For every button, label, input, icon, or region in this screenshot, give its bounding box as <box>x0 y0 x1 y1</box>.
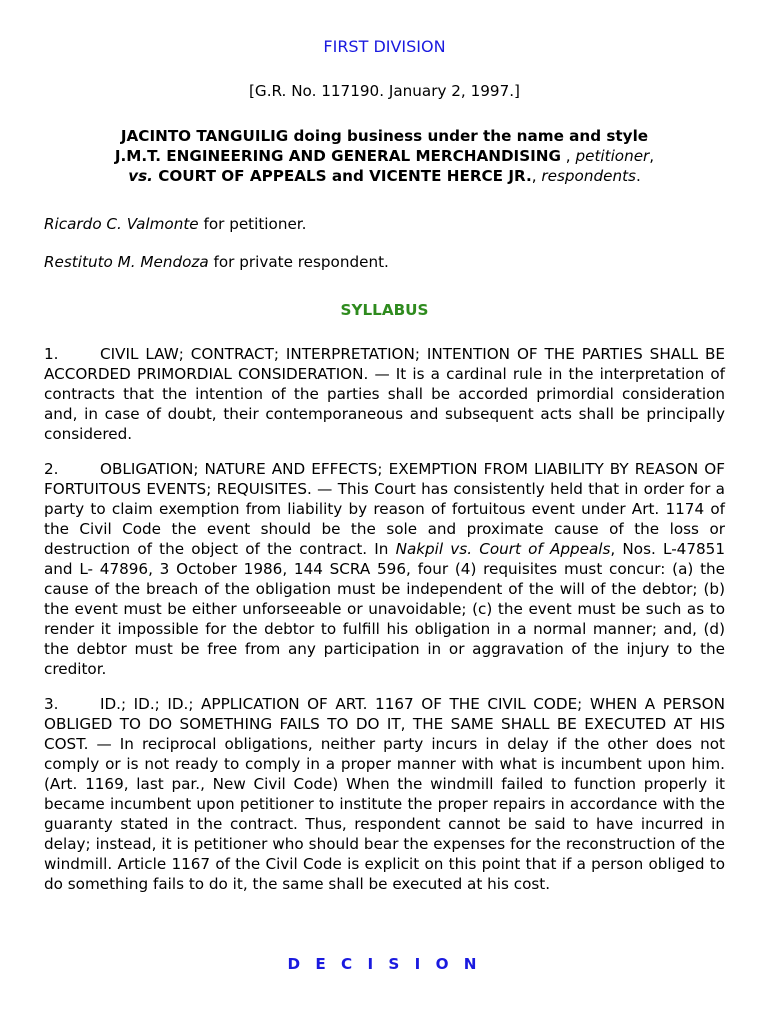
paragraph-text: OBLIGATION; NATURE AND EFFECTS; EXEMPTION FROM LIABILITY BY REASON OF FORTUITOUS EVENTS; REQUISITES. — This Court has consistently held that in order for a party to claim exemption from liability by reason of fortuitous event under Art. 1174 of the Civil Code the event should be the sole and proximate cause of the loss or destruction of the object of the contract. In <box>44 460 725 558</box>
caption-petitioner-role: petitioner <box>575 147 650 165</box>
caption-end: , <box>649 147 655 165</box>
syllabus-paragraph <box>44 459 725 679</box>
caption-sep: , <box>560 147 576 165</box>
counsel-respondent <box>44 253 389 271</box>
caption-sep: , <box>531 167 542 185</box>
syllabus-paragraph <box>44 694 725 894</box>
counsel-name: Ricardo C. Valmonte <box>44 215 199 233</box>
decision-heading: D E C I S I O N <box>287 955 482 973</box>
paragraph-text: ID.; ID.; ID.; APPLICATION OF ART. 1167 OF THE CIVIL CODE; WHEN A PERSON OBLIGED TO DO SOMETHING FAILS TO DO IT, THE SAME SHALL BE EXECUTED AT HIS COST. — In reciprocal obligations, neither party incurs in delay if the other does not comply or is not ready to comply in a proper manner with what is incumbent upon him. (Art. 1169, last par., New Civil Code) When the windmill failed to function properly it became incumbent upon petitioner to institute the proper repairs in accordance with the guaranty stated in the contract. Thus, respondent cannot be said to have incurred in delay; instead, it is petitioner who should bear the expenses for the reconstruction of the windmill. Article 1167 of the Civil Code is explicit on this point that if a person obliged to do something fails to do it, the same shall be executed at his cost. <box>44 695 725 893</box>
syllabus-paragraph <box>44 344 725 444</box>
paragraph-text: , Nos. L-47851 and L- 47896, 3 October 1986, 144 SCRA 596, four (4) requisites must concur: (a) the cause of the breach of the obligation must be independent of the will of the debtor; (b) the event must be either unforseeable or unavoidable; (c) the event must be such as to render it impossible for the debtor to fulfill his obligation in a normal manner; and, (d) the debtor must be free from any participation in or aggravation of the injury to the creditor. <box>44 540 725 678</box>
case-citation: Nakpil vs. Court of Appeals <box>395 540 611 558</box>
caption-vs: vs. <box>128 167 153 185</box>
paragraph-number: 1. <box>44 345 59 363</box>
counsel-name: Restituto M. Mendoza <box>44 253 209 271</box>
case-caption <box>44 126 725 186</box>
caption-respondents-names: COURT OF APPEALS and VICENTE HERCE JR. <box>152 167 532 185</box>
paragraph-text: CIVIL LAW; CONTRACT; INTERPRETATION; INTENTION OF THE PARTIES SHALL BE ACCORDED PRIMORDIAL CONSIDERATION. — It is a cardinal rule in the interpretation of contracts that the intention of the parties shall be accorded primordial consideration and, in case of doubt, their contemporaneous and subsequent acts shall be principally considered. <box>44 345 725 443</box>
caption-business-name: J.M.T. ENGINEERING AND GENERAL MERCHANDISING <box>114 147 561 165</box>
syllabus-heading: SYLLABUS <box>340 301 429 319</box>
paragraph-number: 3. <box>44 695 59 713</box>
caption-end: . <box>635 167 641 185</box>
caption-respondents-role: respondents <box>541 167 636 185</box>
counsel-role: for petitioner. <box>198 215 307 233</box>
caption-petitioner-name: JACINTO TANGUILIG doing business under the name and style <box>120 127 649 145</box>
division-heading: FIRST DIVISION <box>323 37 446 56</box>
case-number: [G.R. No. 117190. January 2, 1997.] <box>249 82 520 100</box>
counsel-role: for private respondent. <box>208 253 389 271</box>
counsel-petitioner <box>44 215 306 233</box>
paragraph-number: 2. <box>44 460 59 478</box>
